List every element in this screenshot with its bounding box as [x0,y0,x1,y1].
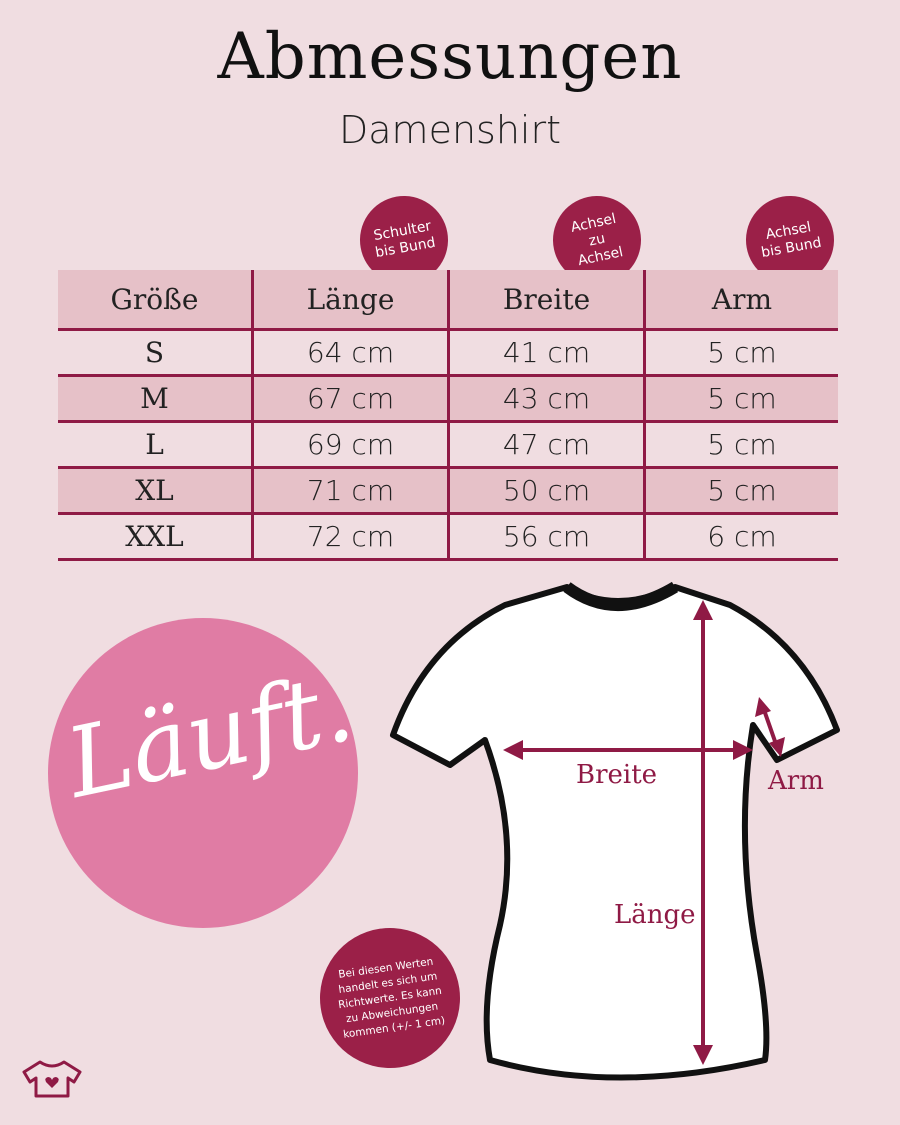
size-table [58,270,838,561]
cell-laenge: 69 cm [253,422,449,468]
cell-size: L [58,422,253,468]
cell-breite: 43 cm [449,376,645,422]
cell-size: M [58,376,253,422]
table-header-row [58,270,838,330]
cell-size: XXL [58,514,253,560]
header-arm: Arm [644,270,838,330]
cell-size: XL [58,468,253,514]
cell-laenge: 72 cm [253,514,449,560]
page-title: Abmessungen [217,20,683,94]
cell-arm: 5 cm [644,422,838,468]
badge-breite-text: Achsel zu Achsel [569,210,625,269]
cell-breite: 50 cm [449,468,645,514]
header-laenge: Länge [253,270,449,330]
table-row [58,376,838,422]
cell-laenge: 67 cm [253,376,449,422]
header-breite: Breite [449,270,645,330]
breite-label: Breite [576,760,658,790]
arm-label: Arm [768,766,824,796]
table-row [58,468,838,514]
shirt-heart-icon [20,1058,84,1100]
laenge-label: Länge [614,900,696,930]
cell-laenge: 71 cm [253,468,449,514]
badge-laenge-text: Schulter bis Bund [372,218,437,262]
cell-laenge: 64 cm [253,330,449,376]
table-row [58,514,838,560]
disclaimer-text: Bei diesen Werten handelt es sich um Richtwerte. Es kann zu Abweichungen kommen (+/- 1 cm) [337,955,446,1041]
table-row [58,422,838,468]
table-row [58,330,838,376]
page-subtitle: Damenshirt [339,108,561,152]
cell-arm: 5 cm [644,330,838,376]
cell-arm: 6 cm [644,514,838,560]
header-groesse: Größe [58,270,253,330]
cell-breite: 56 cm [449,514,645,560]
cell-breite: 47 cm [449,422,645,468]
cell-size: S [58,330,253,376]
cell-arm: 5 cm [644,468,838,514]
cell-breite: 41 cm [449,330,645,376]
logo-text: Läuft. [57,650,362,820]
cell-arm: 5 cm [644,376,838,422]
badge-arm-text: Achsel bis Bund [760,219,823,262]
